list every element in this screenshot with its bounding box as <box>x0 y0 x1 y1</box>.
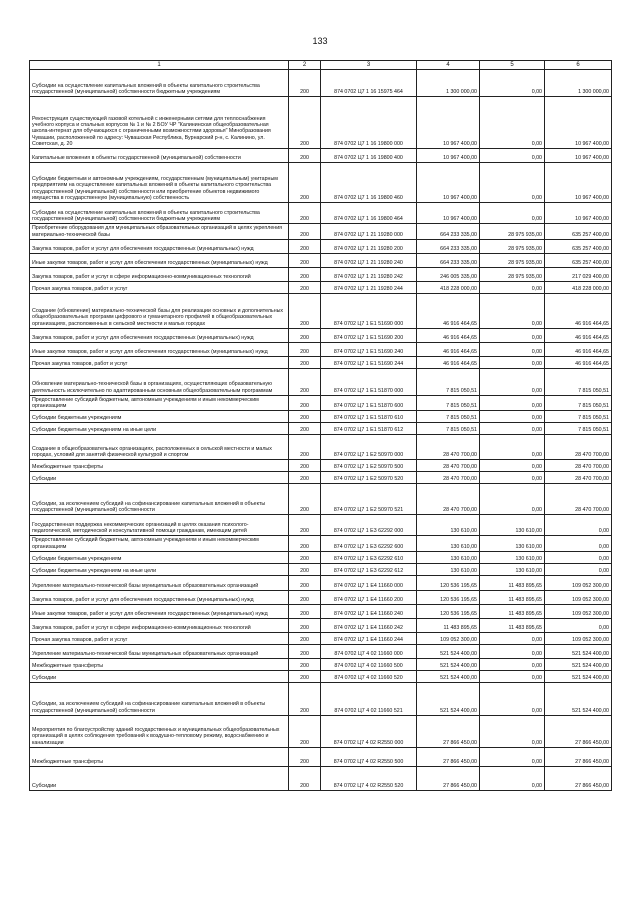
row-name: Межбюджетные трансферты <box>30 659 289 671</box>
table-row <box>30 423 612 435</box>
row-code: 874 0702 Ц7 1 16 19800 464 <box>321 203 417 224</box>
table-row <box>30 591 612 605</box>
row-code: 874 0702 Ц7 4 02 11660 520 <box>321 671 417 683</box>
row-col4: 46 916 464,65 <box>417 342 480 356</box>
table-row <box>30 472 612 484</box>
row-col4: 521 524 400,00 <box>417 659 480 671</box>
row-code: 874 0702 Ц7 1 21 19280 000 <box>321 224 417 240</box>
row-col6: 109 052 300,00 <box>545 591 612 605</box>
row-col4: 28 470 700,00 <box>417 435 480 460</box>
row-col6: 46 916 464,65 <box>545 293 612 328</box>
table-row <box>30 435 612 460</box>
row-code: 874 0702 Ц7 1 Е3 62292 610 <box>321 552 417 564</box>
row-col4: 130 610,00 <box>417 552 480 564</box>
row-kvr: 200 <box>289 163 321 203</box>
row-col6: 46 916 464,65 <box>545 356 612 368</box>
row-col6: 521 524 400,00 <box>545 659 612 671</box>
row-col6: 521 524 400,00 <box>545 645 612 659</box>
row-col6: 7 815 050,51 <box>545 368 612 395</box>
row-kvr: 200 <box>289 342 321 356</box>
row-code: 874 0702 Ц7 1 Е1 51870 610 <box>321 411 417 423</box>
row-col6: 521 524 400,00 <box>545 671 612 683</box>
row-kvr: 200 <box>289 149 321 163</box>
row-col4: 664 233 335,00 <box>417 253 480 267</box>
row-col4: 10 967 400,00 <box>417 203 480 224</box>
row-name: Государственная поддержка некоммерческих организаций в целях оказания психолого-педагогической, методической и консультативной помощи гражданам, имеющим детей <box>30 515 289 536</box>
row-col4: 7 815 050,51 <box>417 423 480 435</box>
row-col5: 0,00 <box>480 281 545 293</box>
table-row <box>30 411 612 423</box>
row-col6: 28 470 700,00 <box>545 460 612 472</box>
row-col5: 0,00 <box>480 395 545 411</box>
row-code: 874 0702 Ц7 1 16 19800 000 <box>321 97 417 149</box>
row-col5: 0,00 <box>480 671 545 683</box>
row-col6: 217 029 400,00 <box>545 267 612 281</box>
row-col4: 521 524 400,00 <box>417 645 480 659</box>
row-col6: 10 967 400,00 <box>545 149 612 163</box>
row-kvr: 200 <box>289 472 321 484</box>
row-kvr: 200 <box>289 281 321 293</box>
row-col4: 10 967 400,00 <box>417 97 480 149</box>
row-kvr: 200 <box>289 97 321 149</box>
table-row <box>30 70 612 97</box>
row-kvr: 200 <box>289 293 321 328</box>
row-col4: 130 610,00 <box>417 536 480 552</box>
table-row <box>30 395 612 411</box>
row-name: Субсидии бюджетным учреждениям <box>30 411 289 423</box>
row-kvr: 200 <box>289 564 321 576</box>
row-col4: 11 483 895,65 <box>417 619 480 633</box>
row-code: 874 0702 Ц7 1 Е4 11660 000 <box>321 576 417 591</box>
row-col5: 130 610,00 <box>480 515 545 536</box>
row-col4: 120 536 195,65 <box>417 591 480 605</box>
row-col6: 7 815 050,51 <box>545 423 612 435</box>
row-kvr: 200 <box>289 411 321 423</box>
row-name: Закупка товаров, работ и услуг для обеспечения государственных (муниципальных) нужд <box>30 239 289 253</box>
row-code: 874 0702 Ц7 1 Е1 51690 000 <box>321 293 417 328</box>
row-name: Закупка товаров, работ и услуг в сфере информационно-коммуникационных технологий <box>30 267 289 281</box>
row-col5: 0,00 <box>480 149 545 163</box>
row-col5: 0,00 <box>480 659 545 671</box>
table-row <box>30 671 612 683</box>
row-code: 874 0702 Ц7 1 16 15975 464 <box>321 70 417 97</box>
row-col5: 130 610,00 <box>480 564 545 576</box>
row-name: Закупка товаров, работ и услуг для обеспечения государственных (муниципальных) нужд <box>30 328 289 342</box>
row-col6: 27 866 450,00 <box>545 767 612 791</box>
row-kvr: 200 <box>289 605 321 619</box>
row-col5: 0,00 <box>480 716 545 748</box>
table-row <box>30 163 612 203</box>
row-col5: 0,00 <box>480 342 545 356</box>
table-row <box>30 267 612 281</box>
row-col6: 109 052 300,00 <box>545 605 612 619</box>
row-kvr: 200 <box>289 619 321 633</box>
table-row <box>30 368 612 395</box>
row-code: 874 0702 Ц7 1 Е1 51690 200 <box>321 328 417 342</box>
row-col6: 46 916 464,65 <box>545 328 612 342</box>
row-kvr: 200 <box>289 239 321 253</box>
row-code: 874 0702 Ц7 4 02 11660 521 <box>321 683 417 716</box>
table-row <box>30 645 612 659</box>
row-col5: 0,00 <box>480 767 545 791</box>
row-col4: 7 815 050,51 <box>417 395 480 411</box>
row-name: Субсидии <box>30 671 289 683</box>
row-col6: 7 815 050,51 <box>545 395 612 411</box>
row-col6: 635 257 400,00 <box>545 239 612 253</box>
row-col4: 130 610,00 <box>417 564 480 576</box>
row-col6: 109 052 300,00 <box>545 633 612 645</box>
row-name: Субсидии бюджетным и автономным учреждениям, государственным (муниципальным) унитарным предприятиям на осуществление капитальных вложений в объекты капитального строительства государственной (муниципальной) собственности или приобретение объектов недвижимого имущества в государственную (муниципальную) собственность <box>30 163 289 203</box>
row-name: Субсидии <box>30 472 289 484</box>
column-header: 5 <box>480 61 545 70</box>
row-col5: 0,00 <box>480 460 545 472</box>
row-col6: 521 524 400,00 <box>545 683 612 716</box>
row-col4: 130 610,00 <box>417 515 480 536</box>
row-code: 874 0702 Ц7 1 21 19280 200 <box>321 239 417 253</box>
row-col6: 10 967 400,00 <box>545 203 612 224</box>
page-number: 133 <box>312 36 328 46</box>
column-header: 2 <box>289 61 321 70</box>
row-name: Создание в общеобразовательных организациях, расположенных в сельской местности и малых городах, условий для занятий физической культурой и спортом <box>30 435 289 460</box>
row-col6: 635 257 400,00 <box>545 253 612 267</box>
row-col6: 10 967 400,00 <box>545 163 612 203</box>
table-row <box>30 659 612 671</box>
row-kvr: 200 <box>289 484 321 515</box>
row-name: Закупка товаров, работ и услуг для обеспечения государственных (муниципальных) нужд <box>30 591 289 605</box>
row-col5: 0,00 <box>480 484 545 515</box>
row-col5: 0,00 <box>480 356 545 368</box>
row-col4: 28 470 700,00 <box>417 484 480 515</box>
row-col5: 11 483 895,65 <box>480 576 545 591</box>
row-col6: 28 470 700,00 <box>545 472 612 484</box>
table-row <box>30 149 612 163</box>
row-name: Субсидии, за исключением субсидий на софинансирование капитальных вложений в объекты государственной (муниципальной) собственности <box>30 683 289 716</box>
budget-table <box>29 60 612 791</box>
row-kvr: 200 <box>289 328 321 342</box>
row-col6: 10 967 400,00 <box>545 97 612 149</box>
row-col5: 0,00 <box>480 328 545 342</box>
row-col5: 28 975 935,00 <box>480 224 545 240</box>
row-col4: 246 005 335,00 <box>417 267 480 281</box>
row-col4: 46 916 464,65 <box>417 356 480 368</box>
row-code: 874 0702 Ц7 1 Е1 51870 612 <box>321 423 417 435</box>
row-code: 874 0702 Ц7 1 Е1 51690 244 <box>321 356 417 368</box>
row-col5: 0,00 <box>480 423 545 435</box>
table-row <box>30 328 612 342</box>
table-row <box>30 97 612 149</box>
row-code: 874 0702 Ц7 1 Е2 50970 000 <box>321 435 417 460</box>
row-kvr: 200 <box>289 552 321 564</box>
row-code: 874 0702 Ц7 1 Е2 50970 521 <box>321 484 417 515</box>
row-name: Обновление материально-технической базы в организациях, осуществляющих образовательную деятельность исключительно по адаптированным основным общеобразовательным программам <box>30 368 289 395</box>
row-col6: 46 916 464,65 <box>545 342 612 356</box>
row-col5: 130 610,00 <box>480 552 545 564</box>
row-col5: 0,00 <box>480 683 545 716</box>
row-kvr: 200 <box>289 536 321 552</box>
row-name: Субсидии на осуществление капитальных вложений в объекты капитального строительства государственной (муниципальной) собственности бюджетным учреждениям <box>30 203 289 224</box>
row-code: 874 0702 Ц7 4 02 R2550 500 <box>321 748 417 767</box>
row-name: Иные закупки товаров, работ и услуг для обеспечения государственных (муниципальных) нужд <box>30 342 289 356</box>
row-col4: 418 228 000,00 <box>417 281 480 293</box>
row-code: 874 0702 Ц7 1 Е3 62292 600 <box>321 536 417 552</box>
row-col5: 130 610,00 <box>480 536 545 552</box>
row-col5: 0,00 <box>480 293 545 328</box>
row-kvr: 200 <box>289 633 321 645</box>
row-kvr: 200 <box>289 591 321 605</box>
row-name: Приобретение оборудования для муниципальных образовательных организаций в целях укрепления материально-технической базы <box>30 224 289 240</box>
row-col4: 109 052 300,00 <box>417 633 480 645</box>
row-col6: 27 866 450,00 <box>545 716 612 748</box>
row-col5: 0,00 <box>480 163 545 203</box>
table-row <box>30 633 612 645</box>
table-row <box>30 460 612 472</box>
row-kvr: 200 <box>289 683 321 716</box>
row-code: 874 0702 Ц7 1 16 19800 460 <box>321 163 417 203</box>
row-name: Субсидии <box>30 767 289 791</box>
row-col4: 521 524 400,00 <box>417 683 480 716</box>
row-kvr: 200 <box>289 267 321 281</box>
row-name: Закупка товаров, работ и услуг в сфере информационно-коммуникационных технологий <box>30 619 289 633</box>
row-code: 874 0702 Ц7 1 Е1 51690 240 <box>321 342 417 356</box>
row-name: Реконструкция существующей газовой котельной с инженерными сетями для теплоснабжения учебного корпуса и спальных корпусов № 1 и № 2 БОУ ЧР "Калининская общеобразовательная школа-интернат для обучающихся с ограниченными возможностями здоровья" Минобразования Чувашии, расположенной по адресу: Чувашская Республика, Вурнарский р-н, с. Калинино, ул. Советская, д. 20 <box>30 97 289 149</box>
table-row <box>30 293 612 328</box>
row-col5: 0,00 <box>480 203 545 224</box>
row-code: 874 0702 Ц7 1 Е2 50970 520 <box>321 472 417 484</box>
row-kvr: 200 <box>289 435 321 460</box>
row-col4: 46 916 464,65 <box>417 328 480 342</box>
row-name: Иные закупки товаров, работ и услуг для обеспечения государственных (муниципальных) нужд <box>30 253 289 267</box>
row-col5: 0,00 <box>480 435 545 460</box>
row-col6: 0,00 <box>545 536 612 552</box>
row-col5: 0,00 <box>480 70 545 97</box>
row-col4: 664 233 335,00 <box>417 239 480 253</box>
row-col5: 0,00 <box>480 748 545 767</box>
table-row <box>30 716 612 748</box>
row-kvr: 200 <box>289 460 321 472</box>
row-col5: 28 975 935,00 <box>480 239 545 253</box>
row-name: Предоставление субсидий бюджетным, автономным учреждениям и иным некоммерческим организациям <box>30 536 289 552</box>
row-col4: 27 866 450,00 <box>417 748 480 767</box>
table-row <box>30 239 612 253</box>
row-col4: 7 815 050,51 <box>417 411 480 423</box>
row-kvr: 200 <box>289 576 321 591</box>
row-name: Мероприятия по благоустройству зданий государственных и муниципальных общеобразовательных организаций в целях соблюдения требований к воздушно-тепловому режиму, водоснабжению и канализации <box>30 716 289 748</box>
row-col5: 11 483 895,65 <box>480 591 545 605</box>
row-col4: 10 967 400,00 <box>417 149 480 163</box>
row-col5: 0,00 <box>480 633 545 645</box>
row-kvr: 200 <box>289 70 321 97</box>
row-col6: 28 470 700,00 <box>545 484 612 515</box>
row-kvr: 200 <box>289 748 321 767</box>
row-code: 874 0702 Ц7 1 Е3 62292 612 <box>321 564 417 576</box>
table-row <box>30 605 612 619</box>
row-name: Субсидии на осуществление капитальных вложений в объекты капитального строительства государственной (муниципальной) собственности бюджетным учреждениям <box>30 70 289 97</box>
row-col5: 0,00 <box>480 411 545 423</box>
row-col5: 11 483 895,65 <box>480 619 545 633</box>
row-name: Укрепление материально-технической базы муниципальных образовательных организаций <box>30 576 289 591</box>
row-col5: 28 975 935,00 <box>480 253 545 267</box>
table-row <box>30 224 612 240</box>
row-name: Субсидии, за исключением субсидий на софинансирование капитальных вложений в объекты государственной (муниципальной) собственности <box>30 484 289 515</box>
row-col6: 0,00 <box>545 619 612 633</box>
row-name: Капитальные вложения в объекты государственной (муниципальной) собственности <box>30 149 289 163</box>
row-col6: 1 300 000,00 <box>545 70 612 97</box>
row-col4: 664 233 335,00 <box>417 224 480 240</box>
table-row <box>30 253 612 267</box>
row-col4: 27 866 450,00 <box>417 716 480 748</box>
row-col4: 120 536 195,65 <box>417 605 480 619</box>
row-col6: 109 052 300,00 <box>545 576 612 591</box>
table-row <box>30 515 612 536</box>
row-code: 874 0702 Ц7 4 02 11660 000 <box>321 645 417 659</box>
table-row <box>30 576 612 591</box>
row-col4: 10 967 400,00 <box>417 163 480 203</box>
row-col4: 1 300 000,00 <box>417 70 480 97</box>
row-name: Создание (обновление) материально-технической базы для реализации основных и дополнительных общеобразовательных программ цифрового и гуманитарного профилей в общеобразовательных организациях, расположенных в сельской местности и малых городах <box>30 293 289 328</box>
row-name: Субсидии бюджетным учреждениям на иные цели <box>30 564 289 576</box>
row-col6: 7 815 050,51 <box>545 411 612 423</box>
row-kvr: 200 <box>289 224 321 240</box>
row-name: Прочая закупка товаров, работ и услуг <box>30 281 289 293</box>
table-row <box>30 552 612 564</box>
row-name: Межбюджетные трансферты <box>30 748 289 767</box>
row-kvr: 200 <box>289 645 321 659</box>
row-code: 874 0702 Ц7 1 21 19280 242 <box>321 267 417 281</box>
row-kvr: 200 <box>289 368 321 395</box>
row-col6: 418 228 000,00 <box>545 281 612 293</box>
row-col5: 0,00 <box>480 97 545 149</box>
row-col6: 0,00 <box>545 552 612 564</box>
row-code: 874 0702 Ц7 1 Е4 11660 244 <box>321 633 417 645</box>
table-row <box>30 748 612 767</box>
row-name: Укрепление материально-технической базы муниципальных образовательных организаций <box>30 645 289 659</box>
row-col4: 28 470 700,00 <box>417 460 480 472</box>
table-row <box>30 203 612 224</box>
row-code: 874 0702 Ц7 1 21 19280 244 <box>321 281 417 293</box>
row-col4: 120 536 195,65 <box>417 576 480 591</box>
row-code: 874 0702 Ц7 1 16 19800 400 <box>321 149 417 163</box>
row-code: 874 0702 Ц7 4 02 R2550 520 <box>321 767 417 791</box>
table-header-row <box>30 61 612 70</box>
row-col6: 28 470 700,00 <box>545 435 612 460</box>
row-kvr: 200 <box>289 203 321 224</box>
row-code: 874 0702 Ц7 4 02 R2550 000 <box>321 716 417 748</box>
table-row <box>30 564 612 576</box>
row-code: 874 0702 Ц7 1 Е1 51870 000 <box>321 368 417 395</box>
column-header: 3 <box>321 61 417 70</box>
row-code: 874 0702 Ц7 1 Е4 11660 200 <box>321 591 417 605</box>
row-kvr: 200 <box>289 716 321 748</box>
row-col4: 46 916 464,65 <box>417 293 480 328</box>
row-kvr: 200 <box>289 671 321 683</box>
row-name: Прочая закупка товаров, работ и услуг <box>30 633 289 645</box>
column-header: 1 <box>30 61 289 70</box>
row-name: Субсидии бюджетным учреждениям <box>30 552 289 564</box>
row-name: Межбюджетные трансферты <box>30 460 289 472</box>
table-row <box>30 683 612 716</box>
row-col4: 521 524 400,00 <box>417 671 480 683</box>
table-row <box>30 356 612 368</box>
row-code: 874 0702 Ц7 1 Е3 62292 000 <box>321 515 417 536</box>
table-row <box>30 342 612 356</box>
row-name: Прочая закупка товаров, работ и услуг <box>30 356 289 368</box>
row-kvr: 200 <box>289 423 321 435</box>
row-col6: 0,00 <box>545 564 612 576</box>
row-kvr: 200 <box>289 356 321 368</box>
row-code: 874 0702 Ц7 1 Е4 11660 242 <box>321 619 417 633</box>
row-col5: 0,00 <box>480 472 545 484</box>
row-code: 874 0702 Ц7 1 Е1 51870 600 <box>321 395 417 411</box>
table-row <box>30 767 612 791</box>
row-kvr: 200 <box>289 253 321 267</box>
row-col6: 27 866 450,00 <box>545 748 612 767</box>
row-kvr: 200 <box>289 515 321 536</box>
row-code: 874 0702 Ц7 1 Е4 11660 240 <box>321 605 417 619</box>
row-code: 874 0702 Ц7 1 Е2 50970 500 <box>321 460 417 472</box>
row-kvr: 200 <box>289 659 321 671</box>
row-kvr: 200 <box>289 767 321 791</box>
row-col4: 7 815 050,51 <box>417 368 480 395</box>
column-header: 4 <box>417 61 480 70</box>
row-code: 874 0702 Ц7 4 02 11660 500 <box>321 659 417 671</box>
table-row <box>30 536 612 552</box>
table-row <box>30 619 612 633</box>
table-row <box>30 484 612 515</box>
table-row <box>30 281 612 293</box>
column-header: 6 <box>545 61 612 70</box>
row-name: Иные закупки товаров, работ и услуг для обеспечения государственных (муниципальных) нужд <box>30 605 289 619</box>
row-col6: 0,00 <box>545 515 612 536</box>
row-col6: 635 257 400,00 <box>545 224 612 240</box>
row-col5: 0,00 <box>480 645 545 659</box>
row-col5: 11 483 895,65 <box>480 605 545 619</box>
row-col5: 28 975 935,00 <box>480 267 545 281</box>
row-col4: 28 470 700,00 <box>417 472 480 484</box>
row-col5: 0,00 <box>480 368 545 395</box>
row-kvr: 200 <box>289 395 321 411</box>
row-name: Предоставление субсидий бюджетным, автономным учреждениям и иным некоммерческим организациям <box>30 395 289 411</box>
row-name: Субсидии бюджетным учреждениям на иные цели <box>30 423 289 435</box>
row-code: 874 0702 Ц7 1 21 19280 240 <box>321 253 417 267</box>
row-col4: 27 866 450,00 <box>417 767 480 791</box>
